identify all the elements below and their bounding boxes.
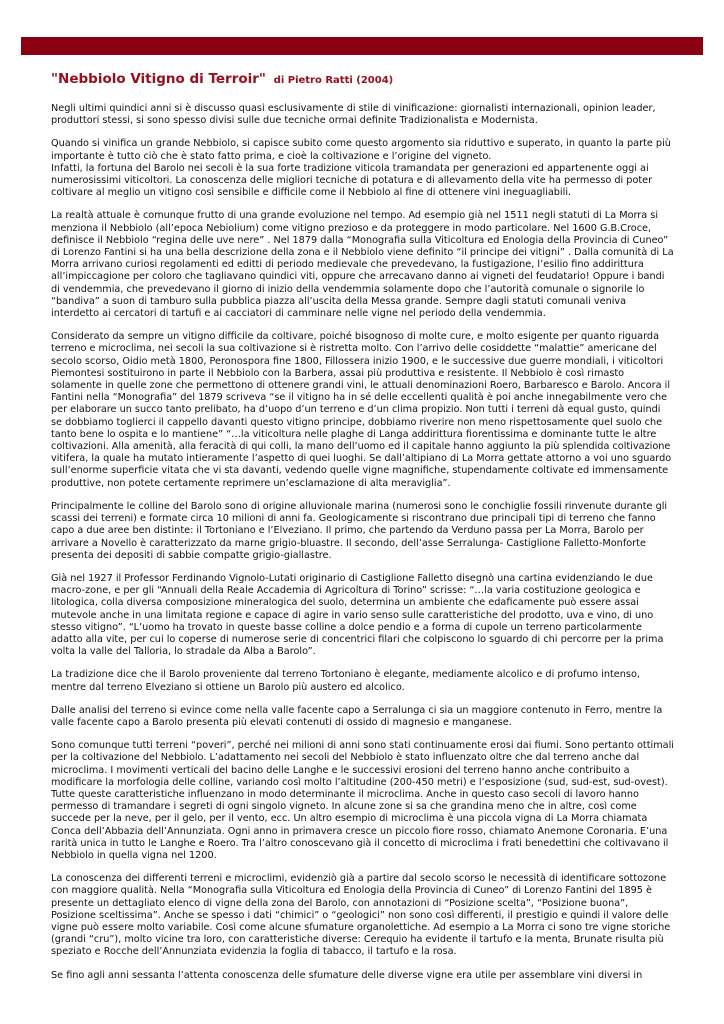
paragraph-8: Dalle analisi del terreno si evince come nella valle facente capo a Serralunga ci sia un maggiore contenuto in Ferro, mentre la valle facente capo a Barolo presenta più elevati contenuti di ossido di magnesio e manganese.: [51, 704, 663, 728]
paragraph-9: Sono comunque tutti terreni “poveri”, perché nei milioni di anni sono stati continuamente erosi dai fiumi. Sono pertanto ottimali per la coltivazione del Nebbiolo. L’adattamento nei secoli del Nebbiolo è stato influenzato oltre che dal terreno anche dal microclima. I movimenti verticali del bacino delle Langhe e le successivi erosioni del terreno hanno anche contribuito a modificare la morfologia delle colline, variando così molto l’altitudine (200-450 metri) e l’esposizione (sud, sud-est, sud-ovest). Tutte queste caratteristiche influenzano in modo determinante il microclima. Anche in questo caso secoli di lavoro hanno permesso di tramandare i segreti di ogni singolo vigneto. In alcune zone si sa che grandina meno che in altre, così come succede per la neve, per il gelo, per il vento, ecc. Un altro esempio di microclima è una piccola vigna di La Morra chiamata Conca dell’Abbazia dell’Annunziata. Ogni anno in primavera cresce un piccolo fiore rosso, chiamato Anemone Coronaria. E’una rarità unica in tutto le Langhe e Roero. Tra l’altro conoscevano già il concetto di microclima i frati benedettini che coltivavano il Nebbiolo in quella vigna nel 1200.: [51, 740, 674, 861]
paragraph-7: La tradizione dice che il Barolo proveniente dal terreno Tortoniano è elegante, mediamente alcolico e di profumo intenso, mentre dal terreno Elveziano si ottiene un Barolo più austero ed alcolico.: [51, 669, 640, 693]
paragraph-4: Considerato da sempre un vitigno difficile da coltivare, poiché bisognoso di molte cure, e molto esigente per quanto riguarda terreno e microclima, nei secoli la sua coltivazione si è ristretta molto. Con l’arrivo delle cosiddette “malattie” americane del secolo scorso, Oidio metà 1800, Peronospora fine 1800, Fillossera inizio 1900, e le successive due guerre mondiali, i viticoltori Piemontesi sostituirono in parte il Nebbiolo con la Barbera, assai più produttiva e resistente. Il Nebbiolo è così rimasto solamente in quelle zone che permettono di ottenere grandi vini, le attuali denominazioni Roero, Barbaresco e Barolo. Ancora il Fantini nella “Monografia” del 1879 scriveva “se il vitigno ha in sé delle eccellenti qualità è poi anche innegabilmente vero che per elaborare un succo tanto prelibato, ha d’uopo d’un terreno e d’un clima propizio. Non tutti i terreni dà equal gusto, quindi se dobbiamo toglierci il cappello davanti questo vitigno principe, dobbiamo riverire non meno rispettosamente quel suolo che tanto bene lo ospita e lo mantiene” “…la viticoltura nelle plaghe di Langa addirittura fiorentissima e dominante tutte le altre coltivazioni. Alla amenità, alla feracità di qui colli, la mano dell’uomo ed il capitale hanno aggiunto la più splendida coltivazione vitifera, la quale ha mutato intieramente l’aspetto di quei luoghi. Se dall’altipiano di La Morra gettate attorno a voi uno sguardo sull’enorme superficie vitata che vi sta davanti, vedendo quelle vigne magnifiche, stupendamente coltivate ed immensamente produttive, non potete certamente reprimere un’esclamazione di alta meraviglia”.: [51, 331, 672, 489]
article-title: "Nebbiolo Vitigno di Terroir": [51, 71, 266, 87]
paragraph-11: Se fino agli anni sessanta l’attenta conoscenza delle sfumature delle diverse vigne era utile per assemblare vini diversi in: [51, 969, 643, 981]
article-heading: [51, 71, 674, 89]
header-bar: [21, 37, 703, 55]
article-byline: di Pietro Ratti (2004): [273, 75, 394, 86]
paragraph-1: Negli ultimi quindici anni si è discusso quasi esclusivamente di stile di vinificazione: giornalisti internazionali, opinion leader, produttori stessi, si sono spesso divisi sulle due tecniche ormai definite Tradizionalista e Modernista.: [51, 103, 656, 127]
paragraph-10: La conoscenza dei differenti terreni e microclimi, evidenziò già a partire dal secolo scorso le necessità di identificare sottozone con maggiore qualità. Nella “Monografia sulla Viticoltura ed Enologia della Provincia di Cuneo” di Lorenzo Fantini del 1895 è presente un dettagliato elenco di vigne della zona del Barolo, con annotazioni di “Posizione scelta”, “Posizione buona”, Posizione sceltissima”. Anche se spesso i dati “chimici” o “geologici” non sono così differenti, il prestigio e quindi il valore delle vigne può essere molto variabile. Così come alcune sfumature organolettiche. Ad esempio a La Morra ci sono tre vigne storiche (grandi “cru”), molto vicine tra loro, con caratteristiche diverse: Cerequio ha evidente il tartufo e la menta, Brunate risulta più speziato e Rocche dell’Annunziata evidenzia la foglia di tabacco, il tartufo e la rosa.: [51, 873, 671, 958]
article: [51, 71, 674, 993]
paragraph-3: La realtà attuale è comunque frutto di una grande evoluzione nel tempo. Ad esempio già nel 1511 negli statuti di La Morra si menziona il Nebbiolo (all’epoca Nebiolium) come vitigno prezioso e da proteggere in modo particolare. Nel 1600 G.B.Croce, definisce il Nebbiolo “regina delle uve nere” . Nel 1879 dalla “Monografia sulla Viticoltura ed Enologia della Provincia di Cuneo” di Lorenzo Fantini si ha una bella descrizione della zona e il Nebbiolo viene definito “il principe dei vitigni” . Dalla comunità di La Morra arrivano curiosi regolamenti ed editti di periodo medievale che prevedevano, la fustigazione, l’esilio fino addirittura all’impiccagione per coloro che tagliavano quindici viti, oppure che arrecavano danno ai vigneti del feudatario! Oppure i bandi di vendemmia, che prevedevano il giorno di inizio della vendemmia solamente dopo che l’autorità comunale o signorile lo “bandiva” a suon di tamburo sulla pubblica piazza all’uscita della Messa grande. Sempre dagli statuti comunali veniva interdetto ai cercatori di tartufi e ai cacciatori di camminare nelle vigne nel periodo della vendemmia.: [51, 210, 674, 320]
paragraph-6: Già nel 1927 il Professor Ferdinando Vignolo-Lutati originario di Castiglione Falletto disegnò una cartina evidenziando le due macro-zone, e per gli “Annuali della Reale Accademia di Agricoltura di Torino” scrisse: “…la varia costituzione geologica e litologica, colla diversa composizione mineralogica del suolo, determina un ambiente che edaficamente può essere assai mutevole anche in una limitata regione e capace di agire in vario senso sulle caratteristiche del prodotto, uva e vino, di uno stesso vitigno”. “L’uomo ha trovato in queste basse colline a dolce pendio e a forma di cupole un terreno particolarmente adatto alla vite, per cui lo coperse di numerose serie di concentrici filari che colpiscono lo sguardo di chi percorre per la prima volta la valle del Talloria, lo stradale da Alba a Barolo”.: [51, 572, 664, 658]
paragraph-2: Quando si vinifica un grande Nebbiolo, si capisce subito come questo argomento sia riduttivo e superato, in quanto la parte più importante è tutto ciò che è stato fatto prima, e cioè la coltivazione e l’origine del vigneto. Infatti, la fortuna del Barolo nei secoli è la sua forte tradizione viticola tramandata per generazioni ed appartenente oggi ai numerosissimi viticoltori. La conoscenza delle migliori tecniche di potatura e di allevamento della vite ha permesso di poter coltivare al meglio un vitigno così sensibile e difficile come il Nebbiolo al fine di ottenere vini ineguagliabili.: [51, 138, 671, 199]
paragraph-5: Principalmente le colline del Barolo sono di origine alluvionale marina (numerosi sono le conchiglie fossili rinvenute durante gli scassi dei terreni) e formate circa 10 milioni di anni fa. Geologicamente si riscontrano due principali tipi di terreno che fanno capo a due aree ben distinte: il Tortoniano e l’Elveziano. Il primo, che partendo da Verduno passa per La Morra, Barolo per arrivare a Novello è caratterizzato da marne grigio-bluastre. Il secondo, dell’asse Serralunga- Castiglione Falletto-Monforte presenta dei depositi di sabbie compatte grigio-giallastre.: [51, 500, 668, 561]
